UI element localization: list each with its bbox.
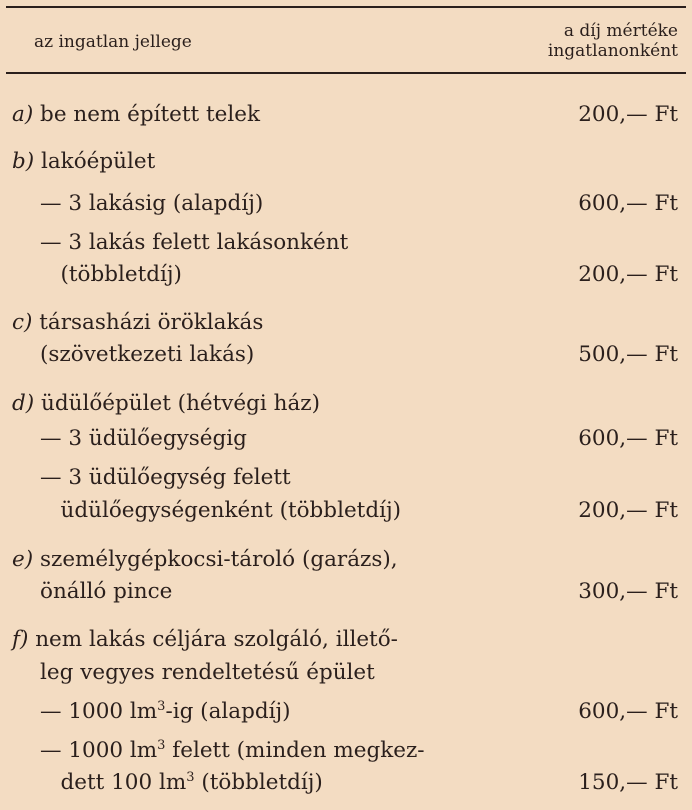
row-text (12, 147, 155, 177)
row-amount: 200,— Ft (578, 262, 678, 287)
table-row (0, 496, 692, 526)
table-row (0, 189, 692, 219)
row-letter: d) (12, 391, 35, 416)
row-amount: 300,— Ft (578, 579, 678, 604)
row-label: dett 100 lm (40, 770, 187, 795)
header-fee-line2: ingatlanonként (547, 41, 678, 61)
table-row (0, 340, 692, 370)
row-label-rest: (többletdíj) (194, 770, 323, 795)
row-label: — 3 lakás felett lakásonként (40, 230, 349, 255)
table-row (0, 260, 692, 290)
row-letter: b) (12, 149, 35, 174)
header-property-type: az ingatlan jellege (34, 32, 192, 52)
table-row (0, 147, 692, 177)
table-row (0, 463, 692, 493)
header-rule (6, 72, 686, 74)
table-row (0, 697, 692, 727)
top-rule (6, 6, 686, 8)
table-row (0, 658, 692, 688)
row-label: — 3 üdülőegység felett (40, 465, 291, 490)
row-label: leg vegyes rendeltetésű épület (40, 660, 375, 685)
row-label: (szövetkezeti lakás) (40, 342, 255, 367)
row-text (12, 545, 398, 575)
row-letter: e) (12, 547, 34, 572)
row-label: üdülőegységenként (többletdíj) (40, 498, 402, 523)
row-text (12, 100, 260, 130)
table-row (0, 389, 692, 419)
row-label-rest: -ig (alapdíj) (165, 699, 291, 724)
row-amount: 200,— Ft (578, 102, 678, 127)
row-label: nem lakás céljára szolgáló, illető- (28, 627, 398, 652)
row-letter: c) (12, 310, 33, 335)
row-text (12, 625, 398, 655)
row-label: — 1000 lm (40, 699, 158, 724)
row-label: társasházi öröklakás (32, 310, 264, 335)
row-text (12, 389, 320, 419)
row-label: üdülőépület (hétvégi ház) (34, 391, 320, 416)
row-label: (többletdíj) (40, 262, 182, 287)
table-row (0, 736, 692, 766)
header-fee-amount (418, 21, 678, 61)
row-label: személygépkocsi-tároló (garázs), (33, 547, 398, 572)
row-amount: 200,— Ft (578, 498, 678, 523)
superscript: 3 (186, 769, 195, 785)
table-row (0, 545, 692, 575)
table-row (0, 228, 692, 258)
row-amount: 600,— Ft (578, 426, 678, 451)
row-amount: 150,— Ft (578, 770, 678, 795)
table-row (0, 625, 692, 655)
table-row (0, 577, 692, 607)
row-label: önálló pince (40, 579, 173, 604)
row-label: — 1000 lm (40, 738, 158, 763)
header-fee-line1: a díj mértéke (563, 21, 678, 41)
row-label: be nem épített telek (33, 102, 260, 127)
row-amount: 600,— Ft (578, 699, 678, 724)
row-amount: 500,— Ft (578, 342, 678, 367)
table-row (0, 308, 692, 338)
superscript: 3 (157, 698, 166, 714)
row-label: — 3 üdülőegységig (40, 426, 247, 451)
table-row (0, 768, 692, 798)
row-text (12, 308, 263, 338)
table-row (0, 100, 692, 130)
row-label-rest: felett (minden megkez- (165, 738, 425, 763)
row-letter: f) (12, 627, 29, 652)
superscript: 3 (157, 737, 166, 753)
table-row (0, 424, 692, 454)
row-text (40, 736, 425, 766)
row-letter: a) (12, 102, 34, 127)
row-amount: 600,— Ft (578, 191, 678, 216)
row-label: — 3 lakásig (alapdíj) (40, 191, 264, 216)
row-text (40, 768, 323, 798)
row-text (40, 697, 291, 727)
row-label: lakóépület (34, 149, 156, 174)
